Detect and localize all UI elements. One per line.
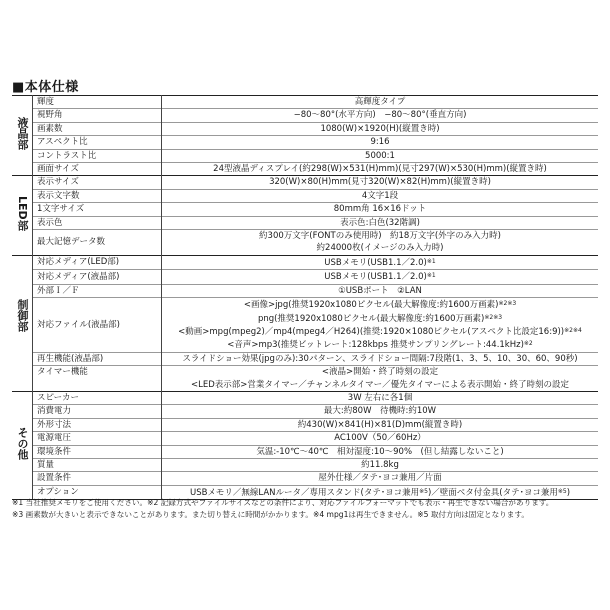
- table-row: [12, 136, 598, 149]
- row-value: <LED表示部>営業タイマー／チャンネルタイマー／優先タイマーによる表示開始・終了時刻の設定: [190, 379, 570, 390]
- row-value: <音声>mp3(推奨ビットレート:128kbps 推奨サンプリングレート:44.1kHz)$^{※2}$: [227, 340, 533, 351]
- row-label: 設置条件: [33, 472, 162, 485]
- row-value: 約430(W)×841(H)×81(D)mm(縦置き時): [162, 418, 599, 431]
- table-row: [12, 230, 598, 243]
- row-label: 消費電力: [33, 405, 162, 418]
- footnote: ※3 画素数が大きいと表示できないことがあります。また切り替えに時間がかかります。※4 mpg1は再生できません。※5 取付方向は固定となります。: [12, 510, 529, 519]
- row-value: −80〜80°(水平方向) −80〜80°(垂直方向): [162, 109, 599, 122]
- row-value: 屋外仕様／タテ･ヨコ兼用／片面: [162, 472, 599, 485]
- table-row: [12, 203, 598, 216]
- table-row: [12, 472, 598, 485]
- table-row: [12, 458, 598, 471]
- row-label: アスペクト比: [33, 136, 162, 149]
- row-value: AC100V（50／60Hz）: [162, 432, 599, 445]
- table-row: [12, 405, 598, 418]
- row-label: 外形寸法: [33, 418, 162, 431]
- table-row: [12, 96, 598, 109]
- row-value: 9:16: [162, 136, 599, 149]
- spec-table: [12, 95, 598, 500]
- row-value: png(推奨1920x1080ピクセル(最大解像度:約1600万画素)$^{※2※3}$: [257, 313, 503, 324]
- row-label: 画素数: [33, 122, 162, 135]
- section-heading: ■本体仕様: [12, 80, 79, 95]
- row-value: 約24000枚(イメージのみ入力時): [316, 243, 444, 254]
- table-row: [12, 391, 598, 404]
- row-label: 輝度: [33, 96, 162, 109]
- row-label: オプション: [33, 485, 162, 499]
- row-value: 1080(W)×1920(H)(縦置き時): [162, 122, 599, 135]
- row-value: スライドショー効果(jpgのみ):30パターン、スライドショー間隔:7段階(1、3、5、10、30、60、90秒): [162, 352, 599, 365]
- row-value: <動画>mpg(mpeg2)／mp4(mpeg4／H264)(推奨:1920×1080ピクセル(アスペクト比設定16:9))$^{※2※4}$: [178, 326, 582, 337]
- table-row: [12, 352, 598, 365]
- row-value: 約11.8kg: [162, 458, 599, 471]
- group-label-lcd: 液晶部: [12, 96, 33, 176]
- table-row: [12, 445, 598, 458]
- table-row: [12, 149, 598, 162]
- row-label: 電源電圧: [33, 432, 162, 445]
- row-value: <画像>jpg(推奨1920x1080ピクセル(最大解像度:約1600万画素)$^{※2※3}$: [162, 298, 599, 312]
- table-row: [12, 189, 598, 202]
- row-label: 表示文字数: [33, 189, 162, 202]
- footnotes: [12, 497, 602, 521]
- row-value: USBメモリ(USB1.1／2.0)$^{※1}$: [162, 255, 599, 269]
- row-label: 環境条件: [33, 445, 162, 458]
- table-row: [12, 122, 598, 135]
- row-label: 質量: [33, 458, 162, 471]
- table-row: [12, 298, 598, 312]
- table-row: [12, 366, 598, 379]
- table-row: [12, 418, 598, 431]
- row-value: 3W 左右に各1個: [162, 391, 599, 404]
- row-value: 80mm角 16×16ドット: [162, 203, 599, 216]
- row-label: 対応メディア(LED部): [33, 255, 162, 269]
- row-value: 24型液晶ディスプレイ(約298(W)×531(H)mm)(見寸297(W)×530(H)mm)(縦置き時): [162, 163, 599, 176]
- row-value: 4文字1段: [162, 189, 599, 202]
- row-value: 気温:-10℃〜40℃ 相対湿度:10〜90% (但し結露しないこと): [162, 445, 599, 458]
- row-label: 対応ファイル(液晶部): [33, 298, 162, 353]
- row-label: 1文字サイズ: [33, 203, 162, 216]
- row-label: 画面サイズ: [33, 163, 162, 176]
- table-row: [12, 176, 598, 189]
- row-label: 外部Ｉ／Ｆ: [33, 284, 162, 297]
- row-value: ①USBポート ②LAN: [162, 284, 599, 297]
- row-value: USBメモリ(USB1.1／2.0)$^{※1}$: [162, 270, 599, 284]
- row-label: タイマー機能: [33, 366, 162, 379]
- row-label: 対応メディア(液晶部): [33, 270, 162, 284]
- row-label: コントラスト比: [33, 149, 162, 162]
- table-row: [12, 109, 598, 122]
- table-row: [12, 284, 598, 297]
- row-label: 再生機能(液晶部): [33, 352, 162, 365]
- table-row: [12, 432, 598, 445]
- row-label: スピーカー: [33, 391, 162, 404]
- footnote: ※1 当社推奨メモリをご使用ください。※2 記録方式やファイルサイズなどの条件により、対応ファイルフォーマットでも表示・再生できない場合があります。: [12, 498, 554, 507]
- table-row: [12, 255, 598, 269]
- group-label-other: その他: [12, 391, 33, 499]
- row-label: 表示サイズ: [33, 176, 162, 189]
- row-value: 約300万文字(FONTのみ使用時) 約18万文字(外字のみ入力時): [162, 230, 599, 243]
- row-value: 最大:約80W 待機時:約10W: [162, 405, 599, 418]
- row-value: <液晶>開始・終了時刻の設定: [162, 366, 599, 379]
- group-label-control: 制御部: [12, 255, 33, 378]
- row-label: 表示色: [33, 216, 162, 229]
- group-label-led: LED部: [12, 176, 33, 255]
- row-value: 表示色:白色(32階調): [162, 216, 599, 229]
- table-row: [12, 163, 598, 176]
- row-value: 5000:1: [162, 149, 599, 162]
- row-label: 視野角: [33, 109, 162, 122]
- table-row: [12, 379, 598, 392]
- row-label: 最大記憶データ数: [33, 230, 162, 256]
- table-row: [12, 270, 598, 284]
- table-row: [12, 216, 598, 229]
- row-value: USBメモリ／無線LANルータ／専用スタンド(タテ･ヨコ兼用$^{※5}$)／壁面ベタ付金具(タテ･ヨコ兼用$^{※5}$): [162, 485, 599, 499]
- row-value: 高輝度タイプ: [162, 96, 599, 109]
- row-value: 320(W)×80(H)mm(見寸320(W)×82(H)mm)(縦置き時): [162, 176, 599, 189]
